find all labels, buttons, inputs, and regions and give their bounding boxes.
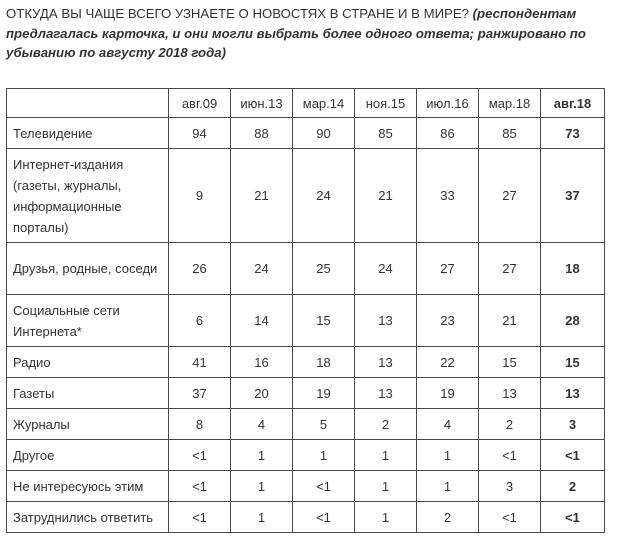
- cell-value: 1: [417, 440, 479, 471]
- cell-value: 33: [417, 149, 479, 243]
- cell-value: <1: [293, 502, 355, 533]
- cell-value: 1: [231, 502, 293, 533]
- cell-value: 4: [417, 409, 479, 440]
- row-label: Друзья, родные, соседи: [7, 243, 169, 295]
- cell-value-latest: 2: [541, 471, 605, 502]
- cell-value: 1: [417, 471, 479, 502]
- row-label: Журналы: [7, 409, 169, 440]
- cell-value: <1: [169, 440, 231, 471]
- cell-value: 13: [355, 347, 417, 378]
- table-row: [7, 243, 605, 295]
- row-label: Не интересуюсь этим: [7, 471, 169, 502]
- cell-value: 1: [293, 440, 355, 471]
- cell-value: <1: [169, 471, 231, 502]
- cell-value: 15: [293, 295, 355, 347]
- table-row: [7, 118, 605, 149]
- column-header: мар.14: [293, 89, 355, 118]
- column-header: июл.16: [417, 89, 479, 118]
- cell-value: 85: [479, 118, 541, 149]
- cell-value: 1: [231, 471, 293, 502]
- cell-value: 2: [355, 409, 417, 440]
- cell-value: 22: [417, 347, 479, 378]
- cell-value: <1: [293, 471, 355, 502]
- column-header: авг.09: [169, 89, 231, 118]
- cell-value: 41: [169, 347, 231, 378]
- cell-value: 24: [355, 243, 417, 295]
- table-row: [7, 295, 605, 347]
- cell-value: 15: [479, 347, 541, 378]
- row-label: Газеты: [7, 378, 169, 409]
- cell-value: 94: [169, 118, 231, 149]
- cell-value: <1: [169, 502, 231, 533]
- row-label: Социальные сети Интернета*: [7, 295, 169, 347]
- cell-value: 3: [479, 471, 541, 502]
- cell-value-latest: 13: [541, 378, 605, 409]
- column-header: ноя.15: [355, 89, 417, 118]
- table-row: [7, 378, 605, 409]
- cell-value: <1: [479, 440, 541, 471]
- cell-value: 4: [231, 409, 293, 440]
- cell-value-latest: <1: [541, 502, 605, 533]
- cell-value: 13: [479, 378, 541, 409]
- header-corner: [7, 89, 169, 118]
- cell-value: 2: [417, 502, 479, 533]
- cell-value: 1: [355, 502, 417, 533]
- table-row: [7, 149, 605, 243]
- table-row: [7, 471, 605, 502]
- cell-value: 21: [231, 149, 293, 243]
- cell-value-latest: 37: [541, 149, 605, 243]
- question-note: (респондентам предлагалась карточка, и они могли выбрать более одного ответа; ранжировано по убыванию по августу 2018 года): [6, 6, 586, 60]
- cell-value: 16: [231, 347, 293, 378]
- cell-value: 21: [479, 295, 541, 347]
- cell-value: 86: [417, 118, 479, 149]
- cell-value: 9: [169, 149, 231, 243]
- cell-value: 14: [231, 295, 293, 347]
- cell-value: 6: [169, 295, 231, 347]
- cell-value: 27: [479, 243, 541, 295]
- cell-value: 23: [417, 295, 479, 347]
- cell-value: 27: [417, 243, 479, 295]
- cell-value: 88: [231, 118, 293, 149]
- cell-value: 5: [293, 409, 355, 440]
- survey-table: [6, 88, 605, 533]
- cell-value: 13: [355, 378, 417, 409]
- cell-value: 90: [293, 118, 355, 149]
- cell-value: 8: [169, 409, 231, 440]
- cell-value: 37: [169, 378, 231, 409]
- cell-value: <1: [479, 502, 541, 533]
- row-label: Радио: [7, 347, 169, 378]
- table-heading: [6, 4, 614, 63]
- cell-value: 2: [479, 409, 541, 440]
- table-row: [7, 440, 605, 471]
- cell-value: 24: [231, 243, 293, 295]
- column-header: июн.13: [231, 89, 293, 118]
- row-label: Телевидение: [7, 118, 169, 149]
- cell-value: 20: [231, 378, 293, 409]
- cell-value-latest: 18: [541, 243, 605, 295]
- cell-value-latest: 73: [541, 118, 605, 149]
- cell-value: 1: [231, 440, 293, 471]
- cell-value: 26: [169, 243, 231, 295]
- cell-value-latest: 15: [541, 347, 605, 378]
- cell-value: 19: [417, 378, 479, 409]
- cell-value-latest: <1: [541, 440, 605, 471]
- cell-value: 24: [293, 149, 355, 243]
- cell-value: 1: [355, 471, 417, 502]
- row-label: Интернет-издания (газеты, журналы, информационные порталы): [7, 149, 169, 243]
- cell-value: 27: [479, 149, 541, 243]
- column-header-latest: авг.18: [541, 89, 605, 118]
- cell-value: 1: [355, 440, 417, 471]
- cell-value-latest: 28: [541, 295, 605, 347]
- question-text: ОТКУДА ВЫ ЧАЩЕ ВСЕГО УЗНАЕТЕ О НОВОСТЯХ В СТРАНЕ И В МИРЕ?: [6, 6, 469, 21]
- table-row: [7, 347, 605, 378]
- table-row: [7, 409, 605, 440]
- row-label: Затруднились ответить: [7, 502, 169, 533]
- cell-value: 85: [355, 118, 417, 149]
- cell-value-latest: 3: [541, 409, 605, 440]
- cell-value: 25: [293, 243, 355, 295]
- header-row: [7, 89, 605, 118]
- cell-value: 19: [293, 378, 355, 409]
- cell-value: 13: [355, 295, 417, 347]
- table-row: [7, 502, 605, 533]
- cell-value: 18: [293, 347, 355, 378]
- cell-value: 21: [355, 149, 417, 243]
- column-header: мар.18: [479, 89, 541, 118]
- row-label: Другое: [7, 440, 169, 471]
